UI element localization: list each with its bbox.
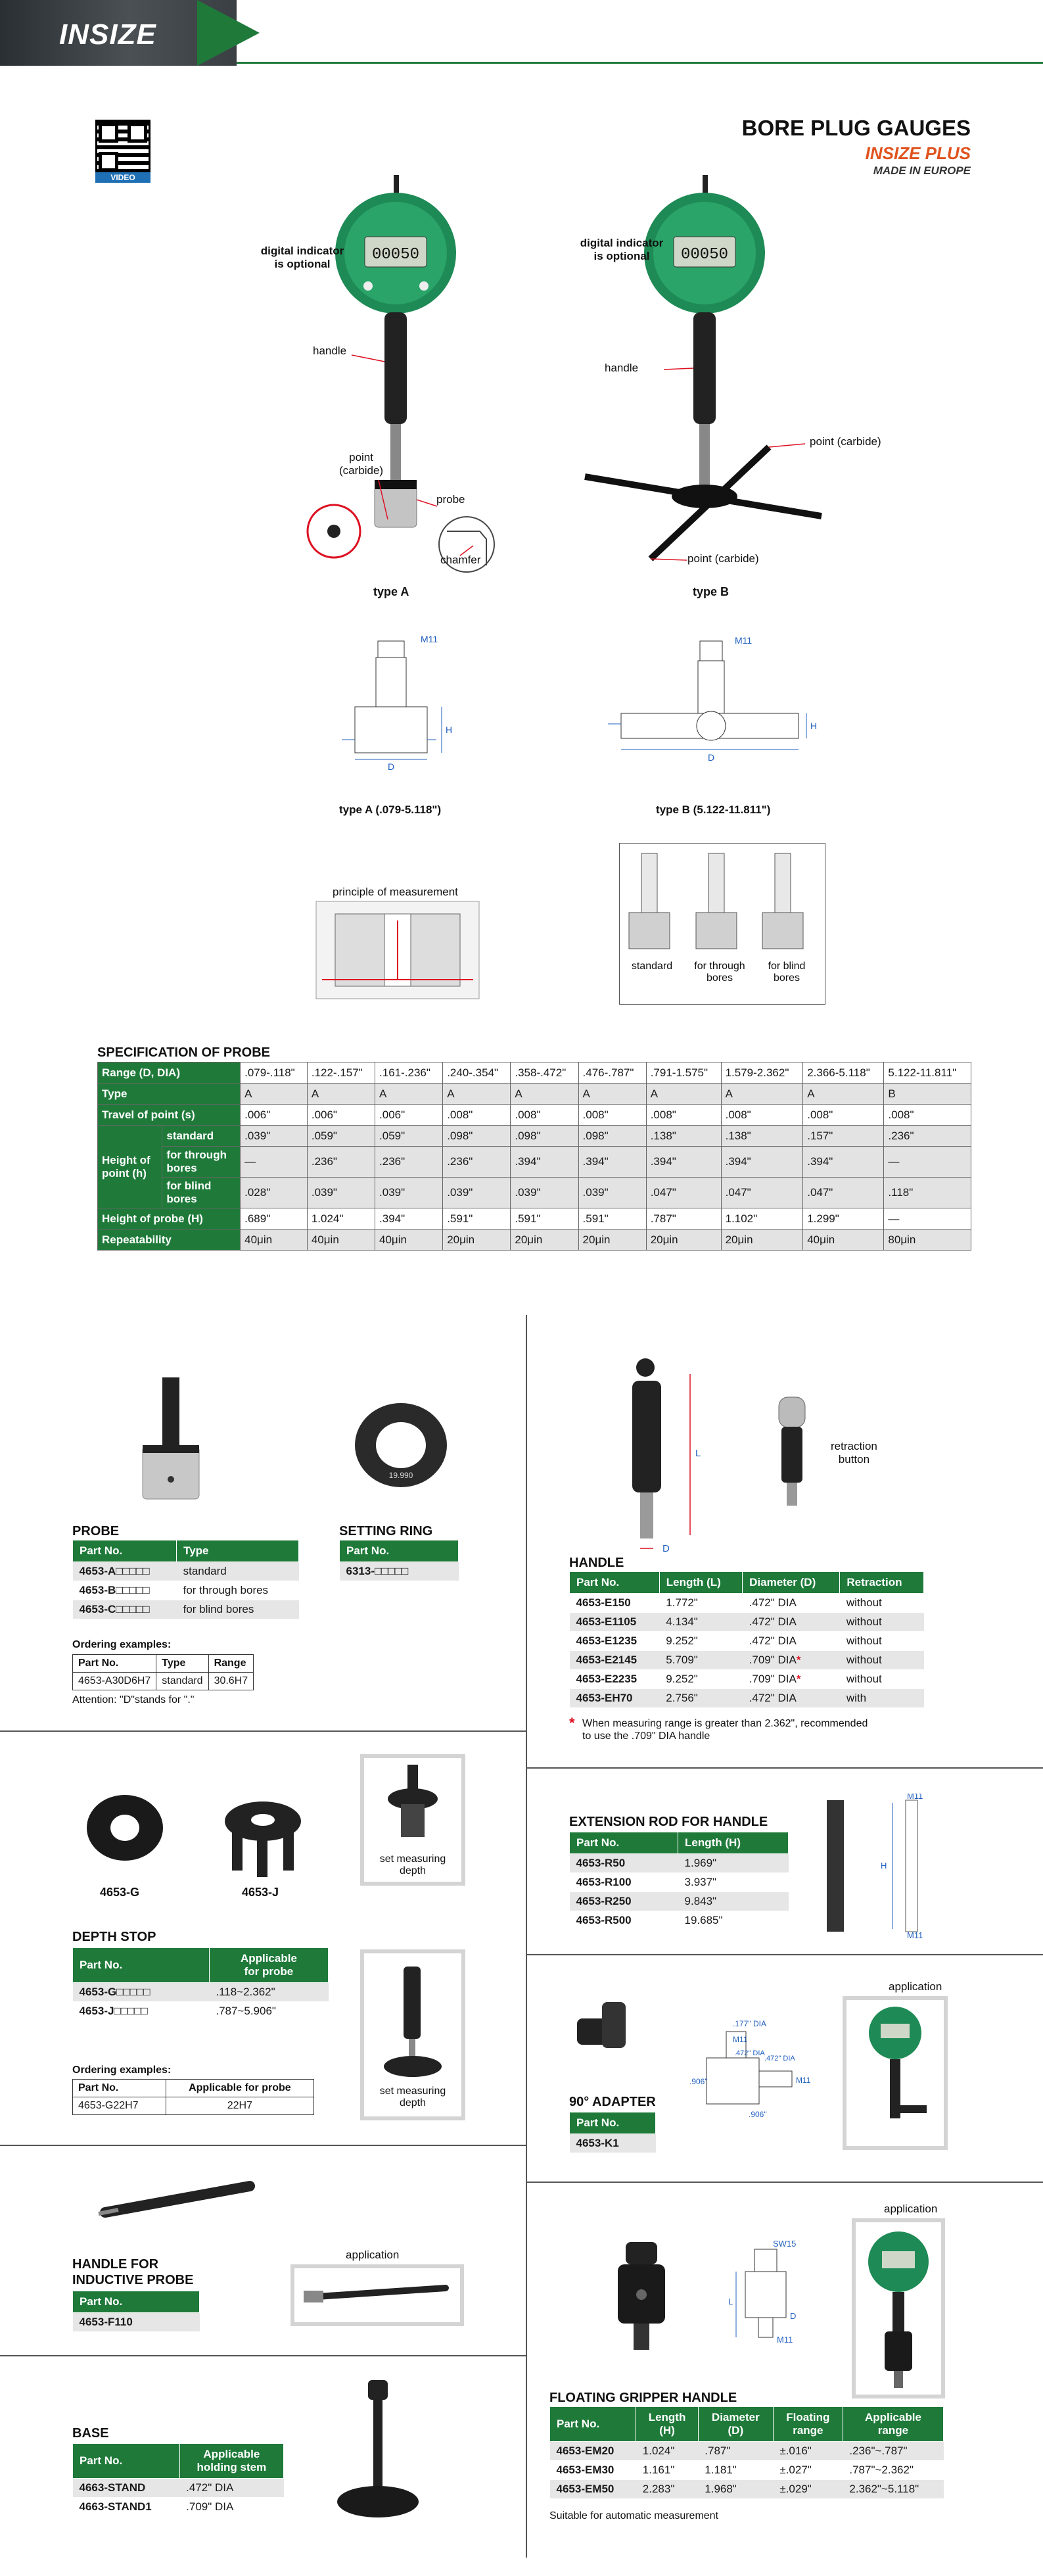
figa-probe-label: probe bbox=[436, 493, 465, 506]
probe-photo bbox=[135, 1374, 207, 1506]
figb-optional-label: digital indicator is optional bbox=[580, 237, 664, 262]
table-row: 4653-F110 bbox=[73, 2313, 200, 2332]
table-row: 4653-A□□□□□ standard bbox=[73, 1562, 299, 1581]
horizontal-divider bbox=[0, 2355, 526, 2356]
handle-grip bbox=[384, 312, 407, 424]
figa-handle-label: handle bbox=[313, 345, 347, 357]
table-row: 4653-G□□□□□ .118~2.362" bbox=[73, 1983, 329, 2002]
adapter-dim: .472" DIA bbox=[764, 2055, 795, 2063]
table-row: 4653-E2145 5.709" .709" DIA* without bbox=[570, 1651, 924, 1670]
probe-type-blind: for blind bores bbox=[768, 961, 806, 984]
spec-row-header: Travel of point (s) bbox=[98, 1105, 241, 1126]
table-row: 4653-K1 bbox=[570, 2134, 656, 2153]
adapter-dim: M11 bbox=[796, 2076, 811, 2085]
set-depth-image-2 bbox=[360, 1949, 465, 2120]
extension-rod-title: EXTENSION ROD FOR HANDLE bbox=[569, 1815, 768, 1829]
table-row: 4663-STAND .472" DIA bbox=[73, 2479, 284, 2498]
inductive-handle-photo bbox=[92, 2173, 263, 2226]
probe-collar bbox=[375, 480, 417, 489]
depth-ordering-title: Ordering examples: bbox=[72, 2064, 172, 2076]
spec-row-header: Height of probe (H) bbox=[98, 1208, 241, 1229]
qr-code[interactable] bbox=[95, 120, 151, 175]
depth-stop-j-photo bbox=[220, 1795, 306, 1880]
figa-chamfer-label: chamfer bbox=[440, 554, 481, 566]
depth-stop-table: Part No. Applicable for probe 4653-G□□□□□ .118~2.362" 4653-J□□□□□ .787~5.906" bbox=[72, 1947, 329, 2021]
table-row: 6313-□□□□□ bbox=[340, 1562, 459, 1581]
dim-b-caption: type B (5.122-11.811") bbox=[656, 803, 771, 816]
probe-body bbox=[375, 487, 417, 527]
base-stand-photo bbox=[329, 2373, 427, 2525]
m11-label: M11 bbox=[421, 634, 438, 644]
handle-l-label: L bbox=[695, 1448, 701, 1459]
d-label: D bbox=[708, 752, 715, 763]
handle-photo bbox=[611, 1354, 723, 1552]
table-row: 4653-B□□□□□ for through bores bbox=[73, 1581, 299, 1600]
dim-a-caption: type A (.079-5.118") bbox=[339, 803, 442, 816]
extension-rod-table: Part No. Length (H) 4653-R50 1.969" 4653-R100 3.937" 4653-R250 9.843" 4653-R500 19.685" bbox=[569, 1832, 789, 1930]
table-row: 4653-EM50 2.283" 1.968" ±.029" 2.362"~5.118" bbox=[550, 2480, 944, 2499]
horizontal-divider bbox=[0, 2145, 526, 2146]
figb-type-label: type B bbox=[693, 585, 730, 598]
inductive-handle-title: HANDLE FOR INDUCTIVE PROBE bbox=[72, 2257, 194, 2287]
table-row: 4653-J□□□□□ .787~5.906" bbox=[73, 2002, 329, 2021]
d-label: D bbox=[790, 2311, 797, 2321]
table-row: 4663-STAND1 .709" DIA bbox=[73, 2498, 284, 2517]
floating-gripper-table: Part No. Length (H) Diameter (D) Floating range Applicable range 4653-EM20 1.024" .787" ±.016" .236"~.787" 4653-EM30 1.161" 1.181" ±.027" .787"~2.362" 4653-EM50 2.283" 1.968" ±.029" 2.362"~5.118" bbox=[549, 2406, 944, 2499]
depth-stop-g-label: 4653-G bbox=[100, 1886, 140, 1899]
figa-type-label: type A bbox=[373, 585, 409, 598]
adapter-dim: .472" DIA bbox=[734, 2049, 765, 2057]
floating-application-label: application bbox=[884, 2203, 938, 2215]
table-row: 4653-R500 19.685" bbox=[570, 1911, 789, 1930]
floating-application-image bbox=[852, 2218, 945, 2398]
table-row: 4653-EM20 1.024" .787" ±.016" .236"~.787" bbox=[550, 2442, 944, 2461]
handle-table: Part No. Length (L) Diameter (D) Retraction 4653-E150 1.772" .472" DIA without 4653-E1105 4.134" .472" DIA without 4653-E1235 9.252" .472" DIA without 4653-E2145 5.709" .709" DIA* without 4653-E2235 9.252" .709" DIA* without 4653-EH70 2.756" .472" DIA with bbox=[569, 1571, 924, 1708]
note-asterisk: * bbox=[569, 1715, 575, 1731]
depth-stop-g-photo bbox=[79, 1790, 171, 1869]
setting-ring-photo bbox=[348, 1393, 453, 1498]
m11-top-label: M11 bbox=[907, 1794, 923, 1801]
figb-handle-label: handle bbox=[605, 362, 639, 374]
adapter-drawing bbox=[680, 2018, 818, 2137]
spec-title: SPECIFICATION OF PROBE bbox=[97, 1045, 270, 1060]
horizontal-divider bbox=[526, 2182, 1043, 2183]
m11-label: M11 bbox=[777, 2335, 793, 2345]
horizontal-divider bbox=[526, 1954, 1043, 1955]
base-title: BASE bbox=[72, 2426, 109, 2441]
header-bar bbox=[0, 0, 1043, 66]
gauge-type-b-illustration bbox=[572, 171, 887, 598]
probe-type-standard: standard bbox=[631, 961, 673, 972]
adapter-table: Part No. 4653-K1 bbox=[569, 2112, 656, 2153]
header-green-wedge bbox=[197, 0, 260, 66]
gauge-type-a-illustration bbox=[250, 171, 526, 598]
set-depth-caption: set measuring depth bbox=[379, 1853, 446, 1876]
table-row: 4653-EM30 1.161" 1.181" ±.027" .787"~2.362" bbox=[550, 2461, 944, 2480]
indicator-plunger bbox=[394, 175, 399, 195]
floating-gripper-drawing bbox=[716, 2239, 822, 2350]
brand-logo: INSIZE bbox=[59, 18, 156, 51]
figa-point-label: point (carbide) bbox=[339, 451, 384, 477]
probe-section-title: PROBE bbox=[72, 1524, 120, 1538]
brand-plus-logo: INSIZE PLUS bbox=[865, 143, 971, 163]
inductive-application-label: application bbox=[346, 2249, 400, 2261]
table-row: 4653-E1235 9.252" .472" DIA without bbox=[570, 1632, 924, 1651]
indicator-reading: 00050 bbox=[680, 246, 729, 264]
vertical-divider bbox=[526, 1315, 527, 2558]
header-green-line bbox=[237, 62, 1043, 64]
indicator-button bbox=[419, 281, 429, 291]
table-row: 4653-E150 1.772" .472" DIA without bbox=[570, 1594, 924, 1613]
ring-engraving: 19.990 bbox=[388, 1471, 413, 1480]
floating-note: Suitable for automatic measurement bbox=[549, 2510, 719, 2521]
m11-bottom-label: M11 bbox=[907, 1930, 923, 1938]
video-label[interactable]: VIDEO bbox=[95, 172, 151, 183]
adapter-dim: .906" bbox=[749, 2110, 767, 2119]
adapter-title: 90° ADAPTER bbox=[569, 2095, 656, 2109]
table-row: 4653-R100 3.937" bbox=[570, 1873, 789, 1892]
depth-stop-j-label: 4653-J bbox=[242, 1886, 279, 1899]
probe-types-illustration bbox=[620, 844, 825, 955]
figa-optional-label: digital indicator is optional bbox=[260, 245, 344, 270]
set-depth-image-1 bbox=[360, 1754, 465, 1886]
adapter-dim: M11 bbox=[733, 2035, 748, 2044]
handle-d-label: D bbox=[662, 1543, 670, 1552]
set-depth-caption: set measuring depth bbox=[379, 2086, 446, 2109]
horizontal-divider bbox=[526, 1767, 1043, 1769]
extension-rod-illustration bbox=[814, 1794, 945, 1938]
base-table: Part No. Applicable holding stem 4663-STAND .472" DIA 4663-STAND1 .709" DIA bbox=[72, 2443, 284, 2517]
h-label: H bbox=[881, 1861, 887, 1871]
principle-title: principle of measurement bbox=[333, 886, 458, 898]
indicator-button bbox=[363, 281, 373, 291]
spec-table: Range (D, DIA) .079-.118" .122-.157" .161-.236" .240-.354" .358-.472" .476-.787" .791-1.575" 1.579-2.362" 2.366-5.118" 5.122-11.811" Type A A A A A A A A A B Travel of point (s) .006" .006" .006" .008" .008" .008" .008" .008" .008" .008" Height of point (h) standard .039" .059" .059" .098" .098" .098" .138" .138" .157" .236" for through bores — .236" .236" .236" .394" .394" .394" .394" .394" — for blind bores .028" .039" .039" .039" .039" .039" .047" .047" .047" .118" Height of probe (H) .689" 1.024" .394" .591" .591" .591" .787" 1.102" 1.299" — Repeatability 40μin 40μin 40μin 20μin 20μin 20μin 20μin 20μin 40μin 80μin bbox=[97, 1062, 971, 1251]
spec-row-header: Repeatability bbox=[98, 1229, 241, 1251]
depth-stop-title: DEPTH STOP bbox=[72, 1930, 156, 1944]
table-row: 4653-E1105 4.134" .472" DIA without bbox=[570, 1613, 924, 1632]
dimension-drawing-type-a bbox=[329, 634, 480, 805]
asterisk-mark: * bbox=[796, 1673, 801, 1685]
figb-point-label-2: point (carbide) bbox=[687, 552, 759, 565]
spec-row-header: Height of point (h) bbox=[98, 1126, 162, 1208]
adapter-dim: .906" bbox=[689, 2077, 708, 2086]
h-label: H bbox=[446, 725, 453, 735]
probe-types-box bbox=[619, 843, 825, 1005]
depth-ordering-table: Part No. Applicable for probe 4653-G22H7 22H7 bbox=[72, 2079, 314, 2115]
m11-label: M11 bbox=[735, 635, 753, 646]
adapter-application-image bbox=[843, 1996, 948, 2150]
horizontal-divider bbox=[0, 1730, 526, 1732]
inductive-application-image bbox=[290, 2264, 464, 2326]
probe-table: Part No. Type 4653-A□□□□□ standard 4653-B□□□□□ for through bores 4653-C□□□□□ for blind bores bbox=[72, 1540, 299, 1619]
indicator-reading: 00050 bbox=[371, 246, 420, 264]
probe-ordering-table: Part No. Type Range 4653-A30D6H7 standard 30.6H7 bbox=[72, 1654, 254, 1690]
probe-type-through: for through bores bbox=[694, 961, 745, 984]
asterisk-mark: * bbox=[796, 1654, 801, 1666]
floating-gripper-title: FLOATING GRIPPER HANDLE bbox=[549, 2391, 737, 2405]
spec-row-header: Range (D, DIA) bbox=[98, 1062, 241, 1084]
table-row: 4653-E2235 9.252" .709" DIA* without bbox=[570, 1670, 924, 1689]
table-row: 4653-R250 9.843" bbox=[570, 1892, 789, 1911]
spec-row-header: Type bbox=[98, 1084, 241, 1105]
handle-stem bbox=[390, 424, 401, 487]
retraction-button-label: retraction button bbox=[831, 1440, 877, 1466]
adapter-dim: .177" DIA bbox=[733, 2019, 766, 2028]
handle-note: When measuring range is greater than 2.362", recommended to use the .709" DIA handle bbox=[582, 1718, 868, 1742]
page-title: BORE PLUG GAUGES bbox=[741, 116, 971, 140]
table-row: 4653-R50 1.969" bbox=[570, 1854, 789, 1873]
h-label: H bbox=[810, 721, 818, 731]
inductive-handle-table: Part No. 4653-F110 bbox=[72, 2291, 200, 2332]
probe-attention-note: Attention: "D"stands for "." bbox=[72, 1694, 195, 1705]
made-in-europe: MADE IN EUROPE bbox=[873, 164, 971, 177]
figb-point-label-1: point (carbide) bbox=[810, 435, 881, 448]
sw-label: SW15 bbox=[773, 2239, 797, 2249]
probe-ordering-title: Ordering examples: bbox=[72, 1639, 172, 1650]
retraction-handle-photo bbox=[772, 1394, 812, 1506]
d-label: D bbox=[388, 761, 395, 772]
handle-section-title: HANDLE bbox=[569, 1556, 624, 1570]
dimension-drawing-type-b bbox=[601, 634, 818, 805]
setting-ring-title: SETTING RING bbox=[339, 1524, 433, 1538]
table-row: 4653-C□□□□□ for blind bores bbox=[73, 1600, 299, 1619]
adapter-photo bbox=[570, 1992, 643, 2064]
floating-gripper-photo bbox=[602, 2235, 681, 2354]
l-label: L bbox=[728, 2297, 733, 2306]
adapter-application-label: application bbox=[889, 1980, 942, 1993]
setting-ring-table: Part No. 6313-□□□□□ bbox=[339, 1540, 459, 1581]
table-row: 4653-EH70 2.756" .472" DIA with bbox=[570, 1689, 924, 1708]
principle-diagram bbox=[315, 901, 480, 999]
